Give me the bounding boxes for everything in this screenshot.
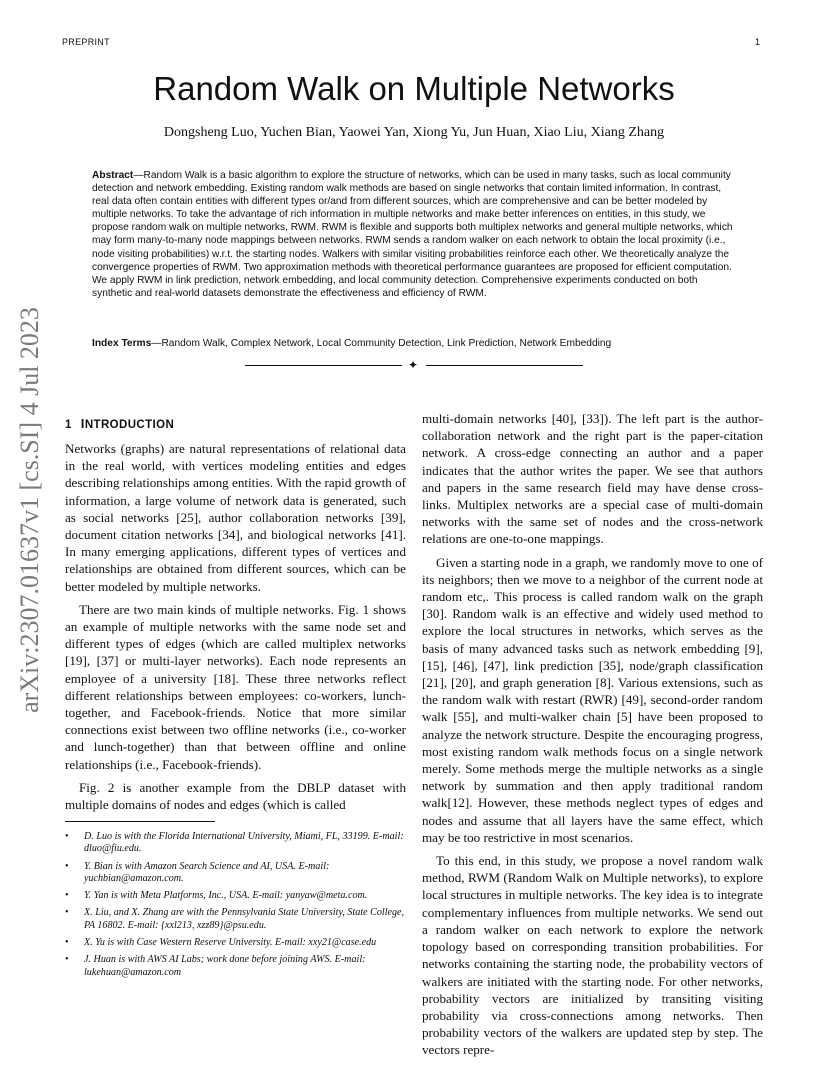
footnote-item: • Y. Bian is with Amazon Search Science and AI, USA. E-mail: yuchbian@amazon.com. <box>65 860 330 884</box>
bullet-icon: • <box>65 954 69 966</box>
index-terms-label: Index Terms <box>92 338 152 349</box>
bullet-icon: • <box>65 907 69 919</box>
left-column <box>65 410 406 813</box>
section-heading <box>65 417 406 432</box>
abstract <box>92 169 740 300</box>
footnote-item: • X. Yu is with Case Western Reserve University. E-mail: xxy21@case.edu <box>65 937 377 949</box>
author-affiliations <box>65 826 410 979</box>
separator-ornament-icon: ✦ <box>408 358 419 372</box>
footnote-item: • X. Liu, and X. Zhang are with the Pennsylvania State University, State College, PA 16802. E-mail: {xxl213, xzz89}@psu.edu. <box>65 907 405 931</box>
footnote-rule <box>65 821 215 822</box>
page-number: 1 <box>755 37 761 47</box>
paragraph-intro-3: Fig. 2 is another example from the DBLP dataset with multiple domains of nodes and edges (which is called <box>65 779 406 813</box>
paragraph-right-3: To this end, in this study, we propose a novel random walk method, RWM (Random Walk on Multiple networks), to explore local structures in multiple networks. The key idea is to integrate complementary influences from multiple networks. We send out a random walker on each network to explore the network topology based on corresponding transition probabilities. For networks containing the starting node, the probability vectors of walkers are initiated with the starting node. For other networks, probability vectors are initialized by transiting visiting probability via cross-connections among networks. Then probability vectors of the walkers are updated step by step. The vectors repre- <box>422 853 763 1058</box>
index-terms <box>92 338 740 349</box>
section-title-rest: NTRODUCTION <box>84 419 175 431</box>
paragraph-right-2: Given a starting node in a graph, we randomly move to one of its neighbors; then we move to a neighbor of the current node at random etc,. This process is called random walk on the graph [30]. Random walk is an effective and widely used method to explore the local structures in networks, which serves as the basis of many advanced tasks such as network embedding [9], [15], [46], [47], link prediction [35], node/graph classification [21], [20], and graph generation [8]. Various extensions, such as the random walk with restart (RWR) [49], second-order random walk [55], and multi-walker chain [5] have been proposed to analyze the network structure. Despite the encouraging progress, most existing random walk methods focus on a single network merely. Some methods merge the multiple networks as a single network by summation and then apply traditional random walk[12]. However, these methods neglect types of edges and nodes and assume that all layers have the same effect, which may be too restrictive in most scenarios. <box>422 554 763 845</box>
section-separator <box>245 358 583 372</box>
running-head: PREPRINT <box>62 37 110 47</box>
paragraph-intro-1: Networks (graphs) are natural representations of relational data in the real world, with vertices modeling entities and edges describing relationships among entities. With the rapid growth of information, a large volume of network data is generated, such as social networks [25], author collaboration networks [39], document citation networks [34], and biological networks [41]. In many emerging applications, different types of vertices and relationships are obtained from different sources, which can be better modeled by multiple networks. <box>65 441 406 594</box>
right-column <box>422 410 763 1059</box>
bullet-icon: • <box>65 831 69 842</box>
bullet-icon: • <box>65 937 69 949</box>
abstract-label: Abstract <box>92 170 134 181</box>
section-title-initial: I <box>80 416 85 431</box>
arxiv-identifier: arXiv:2307.01637v1 [cs.SI] 4 Jul 2023 <box>15 307 44 713</box>
index-terms-text: —Random Walk, Complex Network, Local Community Detection, Link Prediction, Network Embedding <box>151 338 612 349</box>
bullet-icon: • <box>65 890 69 902</box>
section-number: 1 <box>65 419 72 431</box>
separator-line-left <box>245 365 402 366</box>
footnote-item: • J. Huan is with AWS AI Labs; work done before joining AWS. E-mail: lukehuan@amazon.com <box>65 954 366 978</box>
author-list: Dongsheng Luo, Yuchen Bian, Yaowei Yan, Xiong Yu, Jun Huan, Xiao Liu, Xiang Zhang <box>163 125 665 140</box>
bullet-icon: • <box>65 860 69 872</box>
footnote-item: • D. Luo is with the Florida International University, Miami, FL, 33199. E-mail: dluo@fiu.edu. <box>65 831 404 855</box>
footnote-item: • Y. Yan is with Meta Platforms, Inc., USA. E-mail: yanyaw@meta.com. <box>65 890 368 902</box>
separator-line-right <box>426 365 583 366</box>
paragraph-right-1: multi-domain networks [40], [33]). The left part is the author-collaboration network and the right part is the paper-citation network. A cross-edge connecting an author and a paper indicates that the author writes the paper. We see that authors and papers in the same research field may have dense cross-links. Multiplex networks are a special case of multi-domain networks with the same set of nodes and the cross-network relations are one-to-one mappings. <box>422 411 763 547</box>
arxiv-stamp <box>10 307 50 713</box>
paper-title: Random Walk on Multiple Networks <box>153 70 675 107</box>
paragraph-intro-2: There are two main kinds of multiple networks. Fig. 1 shows an example of multiple networks with the same node set and different types of edges (which are called multiplex networks [19], [37] or multi-layer networks). Each node represents an employee of a university [18]. These three networks reflect different relationships between employees: co-workers, lunch-together, and Facebook-friends. Notice that more similar connections exist between two offline networks (i.e., co-worker and lunch-together) than that between offline and online relationships (i.e., Facebook-friends). <box>65 601 406 772</box>
abstract-text: —Random Walk is a basic algorithm to explore the structure of networks, which can be used in many tasks, such as local community detection and network embedding. Existing random walk methods are based on single networks that contain limited information. In contrast, real data often contain entities with different types or/and from different sources, which are comprehensive and can be better modeled by multiple networks. To take the advantage of rich information in multiple networks and make better inferences on entities, in this study, we propose random walk on multiple networks, RWM. RWM is flexible and supports both multiplex networks and general multiple networks, which may form many-to-many node mappings between networks. RWM sends a random walker on each network to obtain the local proximity (i.e., node visiting probabilities) w.r.t. the starting nodes. Walkers with similar visiting probabilities reinforce each other. We theoretically analyze the convergence properties of RWM. Two approximation methods with theoretical performance guarantees are proposed for efficient computation. We apply RWM in link prediction, network embedding, and local community detection. Comprehensive experiments conducted on both synthetic and real-world datasets demonstrate the effectiveness and efficiency of RWM. <box>92 170 733 299</box>
